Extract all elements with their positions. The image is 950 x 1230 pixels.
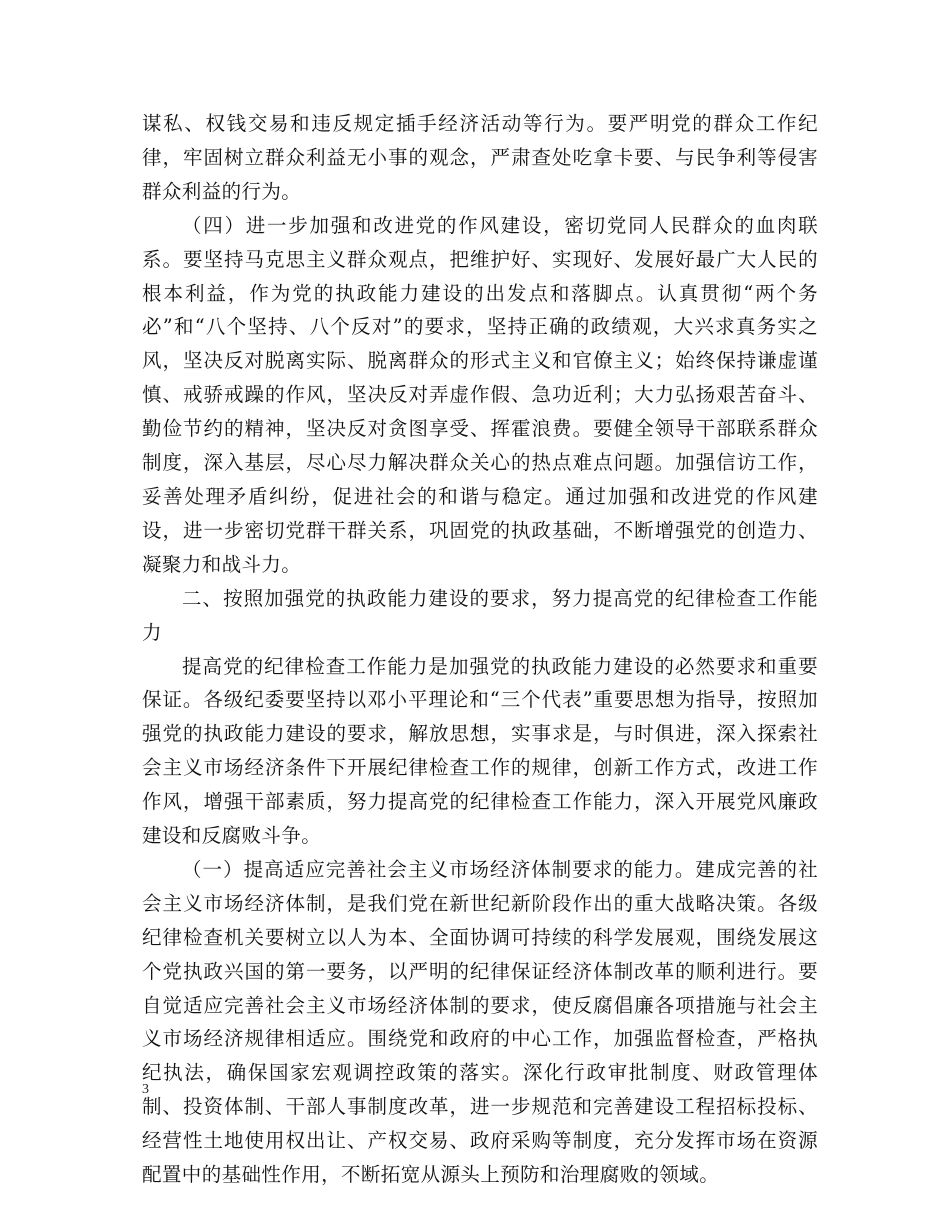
paragraph-intro: 提高党的纪律检查工作能力是加强党的执政能力建设的必然要求和重要保证。各级纪委要坚持以邓小平理论和“三个代表”重要思想为指导，按照加强党的执政能力建设的要求，解放思想，实事求是，与时俱进，深入探索社会主义市场经济条件下开展纪律检查工作的规律，创新工作方式，改进工作作风，增强干部素质，努力提高党的纪律检查工作能力，深入开展党风廉政建设和反腐败斗争。 xyxy=(142,654,818,848)
page-number: 3 xyxy=(142,1082,149,1097)
document-body xyxy=(142,107,818,1192)
paragraph-continued: 谋私、权钱交易和违反规定插手经济活动等行为。要严明党的群众工作纪律，牢固树立群众利益无小事的观念，严肃查处吃拿卡要、与民争利等侵害群众利益的行为。 xyxy=(142,112,818,203)
paragraph-section-one: （一）提高适应完善社会主义市场经济体制要求的能力。建成完善的社会主义市场经济体制，是我们党在新世纪新阶段作出的重大战略决策。各级纪律检查机关要树立以人为本、全面协调可持续的科学发展观，围绕发展这个党执政兴国的第一要务，以严明的纪律保证经济体制改革的顺利进行。要自觉适应完善社会主义市场经济体制的要求，使反腐倡廉各项措施与社会主义市场经济规律相适应。围绕党和政府的中心工作，加强监督检查，严格执纪执法，确保国家宏观调控政策的落实。深化行政审批制度、财政管理体制、投资体制、干部人事制度改革，进一步规范和完善建设工程招标投标、经营性土地使用权出让、产权交易、政府采购等制度，充分发挥市场在资源配置中的基础性作用，不断拓宽从源头上预防和治理腐败的领域。 xyxy=(142,857,818,1187)
paragraph-section-four: （四）进一步加强和改进党的作风建设，密切党同人民群众的血肉联系。要坚持马克思主义群众观点，把维护好、实现好、发展好最广大人民的根本利益，作为党的执政能力建设的出发点和落脚点。认真贯彻“两个务必”和“八个坚持、八个反对”的要求，坚持正确的政绩观，大兴求真务实之风，坚决反对脱离实际、脱离群众的形式主义和官僚主义；始终保持谦虚谨慎、戒骄戒躁的作风，坚决反对弄虚作假、急功近利；大力弘扬艰苦奋斗、勤俭节约的精神，坚决反对贪图享受、挥霍浪费。要健全领导干部联系群众制度，深入基层，尽心尽力解决群众关心的热点难点问题。加强信访工作，妥善处理矛盾纠纷，促进社会的和谐与稳定。通过加强和改进党的作风建设，进一步密切党群干群关系，巩固党的执政基础，不断增强党的创造力、凝聚力和战斗力。 xyxy=(142,213,818,576)
section-heading-two: 二、按照加强党的执政能力建设的要求，努力提高党的纪律检查工作能力 xyxy=(142,586,818,644)
